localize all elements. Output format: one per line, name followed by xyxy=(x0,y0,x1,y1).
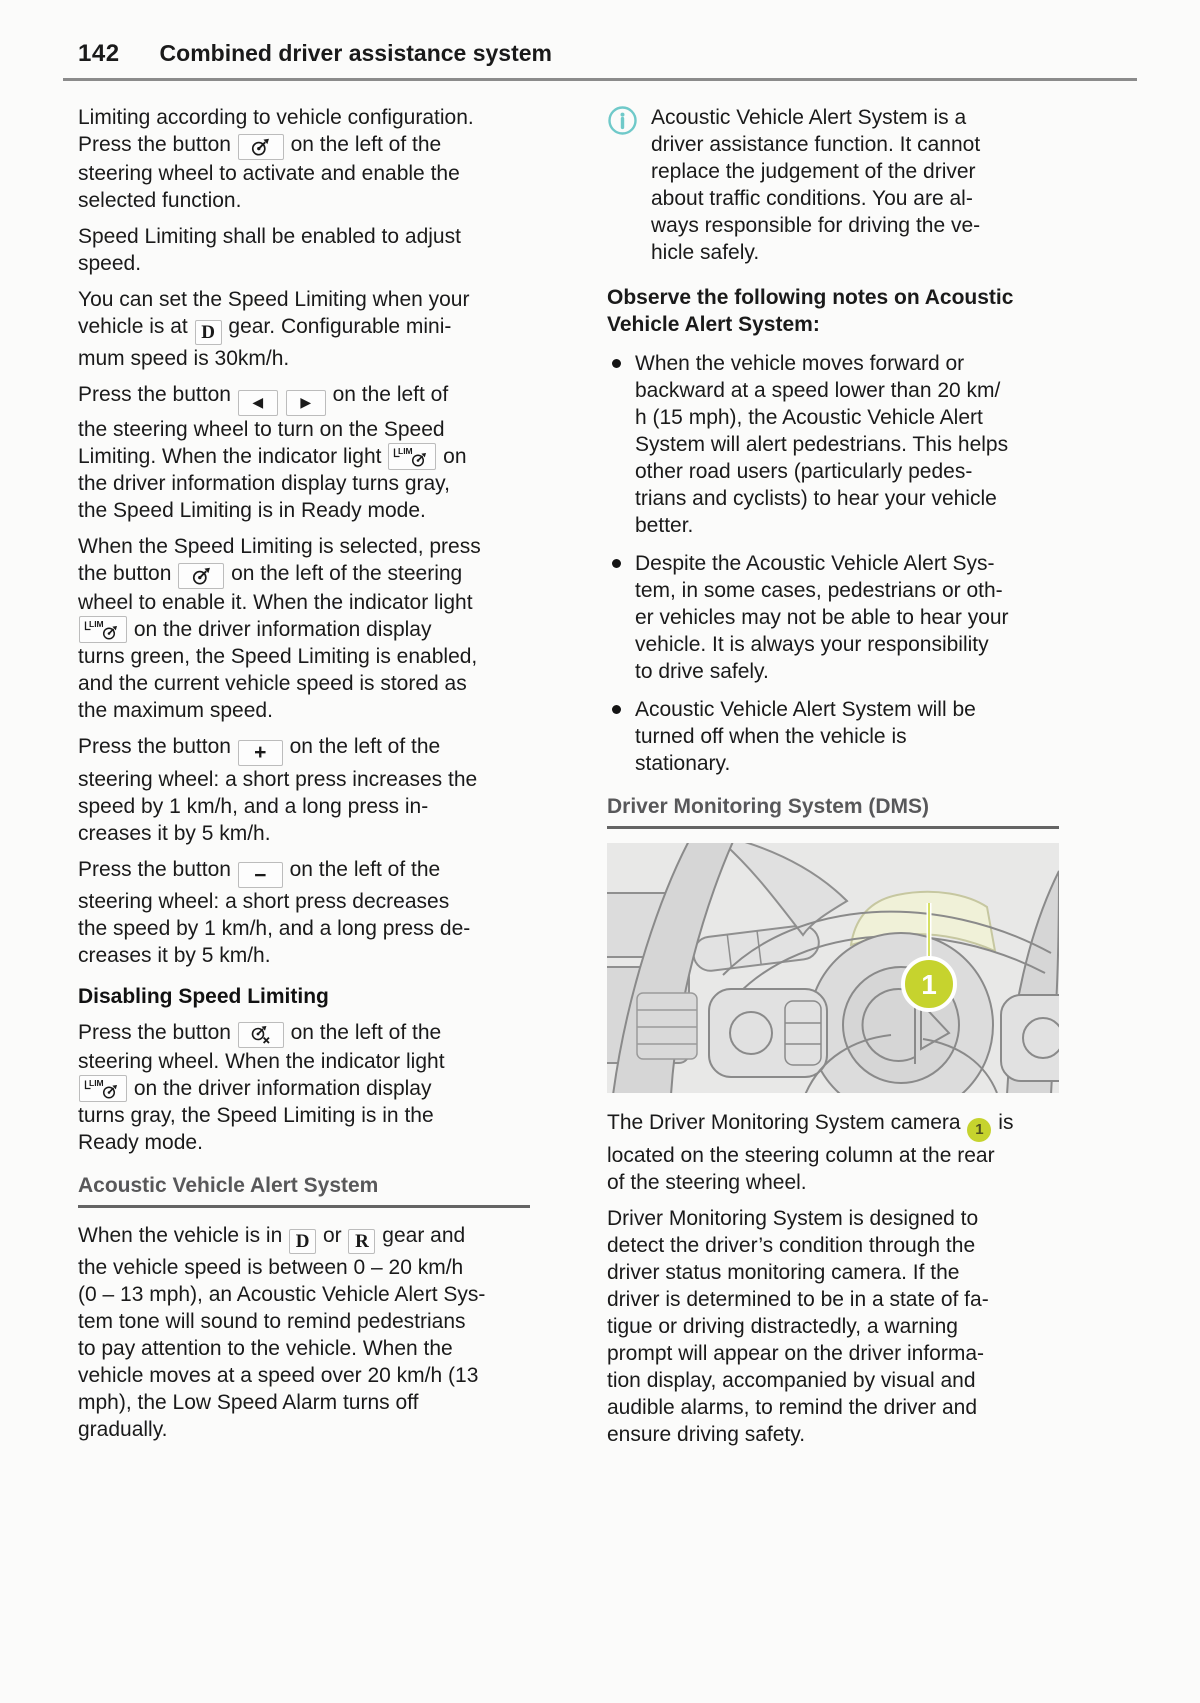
paragraph: Speed Limiting shall be enabled to adjust speed. xyxy=(78,225,461,275)
paragraph: Press the button on the left of the steering wheel. When the indicator light LIM on the driver information display turns gray, the Speed Limiting is in the Ready mode. xyxy=(78,1021,445,1154)
page-title: Combined driver assistance system xyxy=(159,40,552,66)
svg-text:LIM: LIM xyxy=(89,619,104,629)
bullet-item: Acoustic Vehicle Alert System will be turned off when the vehicle is stationary. xyxy=(607,696,1059,777)
info-icon xyxy=(607,105,638,136)
arrow-left-button-icon xyxy=(238,390,278,416)
section xyxy=(78,1172,530,1208)
gear-r-badge: R xyxy=(348,1229,375,1254)
paragraph: Driver Monitoring System is designed to detect the driver’s condition through the driver status monitoring camera. If the driver is determined to be in a state of fa- tigue or driving distractedly, a warning prompt will appear on the driver informa- tion display, accompanied by visual and audible alarms, to remind the driver and ensure driving safety. xyxy=(607,1206,989,1446)
left-button-pod xyxy=(709,989,827,1077)
right-triangle-icon: ▶ xyxy=(300,395,312,411)
lim-indicator-icon xyxy=(79,616,127,643)
section xyxy=(607,793,1059,829)
bold-paragraph: Observe the following notes on Acoustic Vehicle Alert System: xyxy=(607,286,1014,336)
section-rule xyxy=(607,826,1059,829)
subsection-heading: Disabling Speed Limiting xyxy=(78,985,329,1008)
right-button-pod xyxy=(1001,995,1059,1081)
left-vent xyxy=(637,993,697,1059)
dms-figure xyxy=(607,843,1059,1093)
arrow-right-button-icon xyxy=(286,390,326,416)
left-column xyxy=(78,104,530,1452)
bullet-item: Despite the Acoustic Vehicle Alert Sys- tem, in some cases, pedestrians or oth- er vehicles may not be able to hear your vehicle. It is always your responsibility to drive safely. xyxy=(607,550,1059,685)
steering-wheel-illustration xyxy=(607,843,1059,1093)
page-number: 142 xyxy=(78,40,120,67)
paragraph: The Driver Monitoring System camera 1 is located on the steering column at the rear of the steering wheel. xyxy=(607,1111,1014,1194)
section-heading: Acoustic Vehicle Alert System xyxy=(78,1174,379,1197)
paragraph: When the vehicle is in D or R gear and the vehicle speed is between 0 – 20 km/h (0 – 13 mph), an Acoustic Vehicle Alert Sys- tem tone will sound to remind pedestrians to pay attention to the vehicle. When the vehicle moves at a speed over 20 km/h (13 mph), the Low Speed Alarm turns off gradually. xyxy=(78,1224,486,1441)
page-header xyxy=(78,40,552,68)
note-text: Acoustic Vehicle Alert System is a driver assistance function. It cannot replace the judgement of the driver about traffic conditions. You are al- ways responsible for driving the ve- hicle safely. xyxy=(651,106,981,264)
bullet-item: When the vehicle moves forward or backward at a speed lower than 20 km/ h (15 mph), the Acoustic Vehicle Alert System will alert pedestrians. This helps other road users (particularly pedes- trians and cyclists) to hear your vehicle better. xyxy=(607,350,1059,539)
paragraph: Limiting according to vehicle configuration. Press the button on the left of the steering wheel to activate and enable the selected function. xyxy=(78,106,474,212)
bullet-list xyxy=(607,350,1059,777)
speed-limiter-button-icon xyxy=(238,134,284,160)
svg-text:LIM: LIM xyxy=(89,1078,104,1088)
paragraph: You can set the Speed Limiting when your vehicle is at D gear. Configurable mini- mum speed is 30km/h. xyxy=(78,288,470,370)
svg-text:LIM: LIM xyxy=(398,446,413,456)
info-note xyxy=(607,104,1059,266)
right-column xyxy=(607,104,1059,1457)
speed-limiter-cancel-button-icon xyxy=(238,1022,284,1048)
header-rule xyxy=(63,78,1137,81)
decrease-speed-button-icon: − xyxy=(238,862,283,888)
section-rule xyxy=(78,1205,530,1208)
paragraph: Press the button ◀ ▶ on the left of the steering wheel to turn on the Speed Limiting. When the indicator light LIM on the driver information display turns gray, the Speed Limiting is in Ready mode. xyxy=(78,383,467,522)
figure-callout-label: 1 xyxy=(921,969,937,1000)
paragraph: Press the button + on the left of the steering wheel: a short press increases the speed by 1 km/h, and a long press in- creases it by 5 km/h. xyxy=(78,735,478,845)
gear-d-badge: D xyxy=(289,1229,316,1254)
speed-limiter-button-icon xyxy=(178,563,224,589)
increase-speed-button-icon: + xyxy=(238,740,283,766)
camera-callout-badge: 1 xyxy=(967,1118,991,1142)
lim-indicator-icon xyxy=(79,1075,127,1102)
left-triangle-icon: ◀ xyxy=(252,395,264,411)
gear-d-badge: D xyxy=(195,320,222,345)
paragraph: Press the button − on the left of the steering wheel: a short press decreases the speed by 1 km/h, and a long press de- creases it by 5 km/h. xyxy=(78,857,471,967)
lim-indicator-icon xyxy=(388,443,436,470)
paragraph: When the Speed Limiting is selected, press the button on the left of the steering wheel to enable it. When the indicator light LIM on the driver information display turns green, the Speed Limiting is enabled, and the current vehicle speed is stored as the maximum speed. xyxy=(78,535,481,722)
section-heading: Driver Monitoring System (DMS) xyxy=(607,795,930,818)
